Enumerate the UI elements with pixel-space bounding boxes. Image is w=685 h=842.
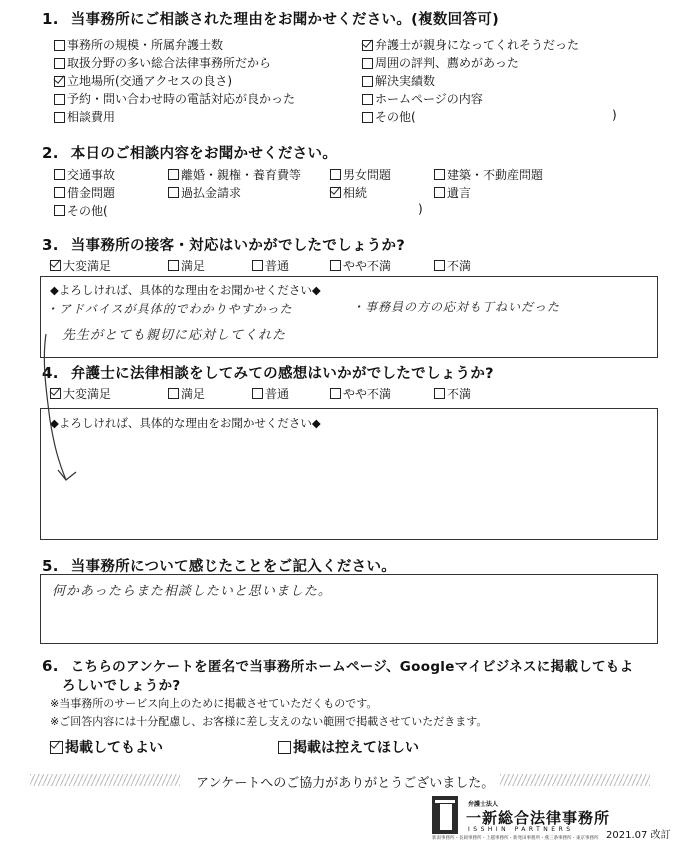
option-label: 取扱分野の多い総合法律事務所だから xyxy=(67,56,272,70)
option-label: 相談費用 xyxy=(67,110,116,124)
option-label: 掲載は控えてほしい xyxy=(293,740,419,756)
checkbox[interactable] xyxy=(168,187,179,198)
option-label: 掲載してもよい xyxy=(65,740,163,756)
q6-note-2: ※ご回答内容には十分配慮し、お客様に差し支えのない範囲で掲載させていただきます。 xyxy=(50,715,488,728)
option-label: ホームページの内容 xyxy=(375,92,483,106)
checkbox[interactable] xyxy=(54,76,65,87)
option-label: 過払金請求 xyxy=(181,186,242,200)
option-label: 満足 xyxy=(181,387,206,401)
checkbox[interactable] xyxy=(330,388,341,399)
option-label: 弁護士が親身になってくれそうだった xyxy=(375,38,580,52)
q1-option-other[interactable] xyxy=(362,108,579,126)
q3-option[interactable] xyxy=(434,257,471,274)
checkbox[interactable] xyxy=(362,112,373,123)
firm-type: 弁護士法人 xyxy=(468,801,499,808)
revision-label: 2021.07 改訂 xyxy=(606,830,671,841)
q1-option[interactable] xyxy=(362,36,579,54)
q2-title: 2. 本日のご相談内容をお聞かせください。 xyxy=(42,144,338,162)
q4-option[interactable] xyxy=(330,385,391,402)
q1-title: 1. 当事務所にご相談された理由をお聞かせください。(複数回答可) xyxy=(42,10,500,28)
q4-title: 4. 弁護士に法律相談をしてみての感想はいかがでしたでしょうか? xyxy=(42,364,494,382)
footer-hatch-left xyxy=(30,774,180,786)
checkbox[interactable] xyxy=(434,260,445,271)
option-label: 不満 xyxy=(447,259,472,273)
footer-thanks: アンケートへのご協力がありがとうございました。 xyxy=(196,776,495,791)
checkbox[interactable] xyxy=(252,388,263,399)
q3-hint: ◆よろしければ、具体的な理由をお聞かせください◆ xyxy=(50,283,321,297)
q2-option[interactable] xyxy=(330,184,367,201)
q1-other-close: ) xyxy=(612,108,617,122)
checkbox[interactable] xyxy=(54,94,65,105)
checkbox[interactable] xyxy=(434,187,445,198)
q5-answer: 何かあったらまた相談したいと思いました。 xyxy=(52,584,332,599)
q6-title-line2: ろしいでしょうか? xyxy=(62,678,181,694)
option-label: 大変満足 xyxy=(63,259,112,273)
checkbox[interactable] xyxy=(54,187,65,198)
checkbox[interactable] xyxy=(362,94,373,105)
q1-option[interactable] xyxy=(362,72,579,90)
option-label: 交通事故 xyxy=(67,168,116,182)
checkbox[interactable] xyxy=(330,187,341,198)
q1-option[interactable] xyxy=(54,54,295,72)
option-label: 遺言 xyxy=(447,186,472,200)
q6-option-deny[interactable] xyxy=(278,737,419,757)
option-label: 立地場所(交通アクセスの良さ) xyxy=(67,74,233,88)
option-label: 男女問題 xyxy=(343,168,392,182)
checkbox[interactable] xyxy=(54,112,65,123)
option-label: 周囲の評判、薦めがあった xyxy=(375,56,519,70)
option-label: やや不満 xyxy=(343,387,392,401)
q2-option[interactable] xyxy=(168,184,241,201)
q2-option[interactable] xyxy=(54,184,115,201)
q2-option[interactable] xyxy=(168,166,301,183)
q4-option[interactable] xyxy=(434,385,471,402)
option-label: その他( xyxy=(375,110,416,124)
checkbox[interactable] xyxy=(362,40,373,51)
q3-option[interactable] xyxy=(50,257,111,274)
q2-option[interactable] xyxy=(330,166,391,183)
checkbox[interactable] xyxy=(278,741,291,754)
checkbox[interactable] xyxy=(54,169,65,180)
option-label: 満足 xyxy=(181,259,206,273)
q3-option[interactable] xyxy=(252,257,289,274)
q3-title: 3. 当事務所の接客・対応はいかがでしたでしょうか? xyxy=(42,236,406,254)
option-label: 事務所の規模・所属弁護士数 xyxy=(67,38,224,52)
option-label: 普通 xyxy=(265,259,290,273)
q2-option[interactable] xyxy=(434,184,471,201)
q1-option[interactable] xyxy=(362,90,579,108)
option-label: 借金問題 xyxy=(67,186,116,200)
firm-name: 一新総合法律事務所 xyxy=(466,809,611,827)
q6-note-1: ※当事務所のサービス向上のために掲載させていただくものです。 xyxy=(50,697,378,710)
checkbox[interactable] xyxy=(362,76,373,87)
q3-answer-1a: ・アドバイスが具体的でわかりやすかった xyxy=(46,302,293,316)
checkbox[interactable] xyxy=(330,260,341,271)
firm-offices: 新潟事務所・長岡事務所・上越事務所・新発田事務所・燕三条事務所・東京事務所 xyxy=(432,836,599,841)
checkbox[interactable] xyxy=(168,260,179,271)
footer-hatch-right xyxy=(500,774,650,786)
checkbox[interactable] xyxy=(54,58,65,69)
handwritten-arrow-icon xyxy=(36,330,96,490)
checkbox[interactable] xyxy=(168,169,179,180)
checkbox[interactable] xyxy=(434,169,445,180)
q1-option[interactable] xyxy=(54,90,295,108)
option-label: やや不満 xyxy=(343,259,392,273)
q5-title: 5. 当事務所について感じたことをご記入ください。 xyxy=(42,557,397,575)
q2-other-close: ) xyxy=(418,202,423,216)
firm-name-en: ISSHIN PARTNERS xyxy=(468,826,574,833)
checkbox[interactable] xyxy=(54,205,65,216)
q3-answer-2: 先生がとても親切に応対してくれた xyxy=(62,328,287,343)
q3-option[interactable] xyxy=(330,257,391,274)
q1-option[interactable] xyxy=(54,36,295,54)
q4-option[interactable] xyxy=(168,385,205,402)
checkbox[interactable] xyxy=(50,741,63,754)
option-label: 解決実績数 xyxy=(375,74,436,88)
option-label: 大変満足 xyxy=(63,387,112,401)
q2-option[interactable] xyxy=(434,166,543,183)
option-label: 不満 xyxy=(447,387,472,401)
q4-option[interactable] xyxy=(252,385,289,402)
checkbox[interactable] xyxy=(54,40,65,51)
option-label: 離婚・親権・養育費等 xyxy=(181,168,302,182)
q1-options-left xyxy=(54,36,295,126)
checkbox[interactable] xyxy=(362,58,373,69)
checkbox[interactable] xyxy=(252,260,263,271)
option-label: 予約・問い合わせ時の電話対応が良かった xyxy=(67,92,296,106)
q1-option[interactable] xyxy=(54,72,295,90)
q2-option[interactable] xyxy=(54,166,115,183)
q1-option[interactable] xyxy=(54,108,295,126)
q3-option[interactable] xyxy=(168,257,205,274)
checkbox[interactable] xyxy=(330,169,341,180)
q1-option[interactable] xyxy=(362,54,579,72)
q1-options-right xyxy=(362,36,579,126)
q2-option-other[interactable] xyxy=(54,202,108,219)
checkbox[interactable] xyxy=(50,260,61,271)
option-label: 建築・不動産問題 xyxy=(447,168,544,182)
q3-answer-1b: ・事務員の方の応対も丁ねいだった xyxy=(352,300,561,314)
q6-option-allow[interactable] xyxy=(50,737,163,757)
option-label: 相続 xyxy=(343,186,368,200)
checkbox[interactable] xyxy=(168,388,179,399)
q4-hint: ◆よろしければ、具体的な理由をお聞かせください◆ xyxy=(50,416,321,430)
checkbox[interactable] xyxy=(434,388,445,399)
firm-logo xyxy=(432,796,458,834)
q6-title-line1: 6. こちらのアンケートを匿名で当事務所ホームページ、Googleマイビジネスに掲載してもよ xyxy=(42,657,634,675)
option-label: その他( xyxy=(67,204,108,218)
option-label: 普通 xyxy=(265,387,290,401)
